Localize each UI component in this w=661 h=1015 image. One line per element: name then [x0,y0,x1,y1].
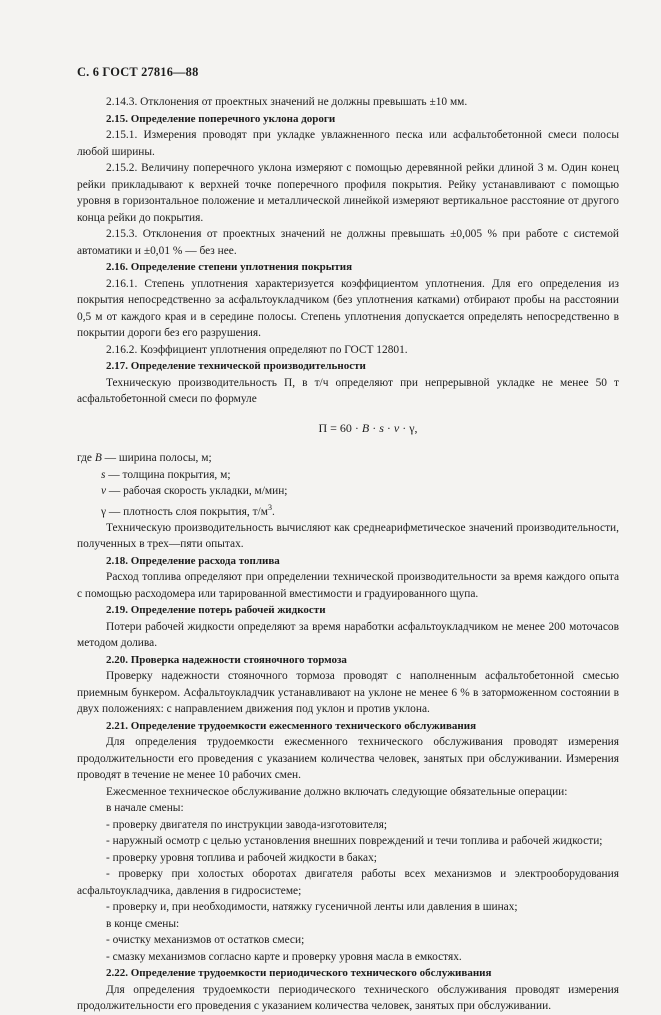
formula-dot: · [399,420,410,435]
paragraph-2-16-1: 2.16.1. Степень уплотнения характеризуется коэффициентом уплотнения. Для его определения из покрытия непосредственно за асфальтоукладчиком (без уплотнения катками) отбирают пробы на расстоянии 0,5 м от каждого края и в середине полосы. Степень уплотнения допускается определять непосредственно в покрытии дороги без его разрушения. [77,277,619,339]
legend-superscript: 3 [267,502,272,512]
legend-text: — ширина полосы, м; [101,452,212,464]
list-item: в начале смены: [106,802,184,815]
paragraph-2-21-a: Для определения трудоемкости ежесменного технического обслуживания проводят измерения продолжительности его проведения с указанием количества человек, занятых при обслуживании. Измерения проводят в течение не менее 10 рабочих смен. [77,736,619,782]
legend-text: — толщина покрытия, м; [105,468,231,481]
heading-2-19: 2.19. Определение потерь рабочей жидкости [106,604,326,617]
formula-legend [77,450,619,520]
paragraph-2-14-3: 2.14.3. Отклонения от проектных значений не должны превышать ±10 мм. [106,96,468,108]
paragraph-2-20: Проверку надежности стояночного тормоза проводят с наполненным асфальтобетонной смесью приемным бункером. Асфальтоукладчик устанавливают на уклоне не менее 6 % в заторможенном состоянии в двух положениях: с направлением движения под уклон и против уклона. [77,670,619,716]
list-item: - смазку механизмов согласно карте и проверку уровня масла в емкостях. [106,950,462,963]
legend-b [77,450,619,467]
legend-gamma [77,500,619,520]
list-item: - очистку механизмов от остатков смеси; [106,934,305,947]
heading-2-15: 2.15. Определение поперечного уклона дороги [106,112,336,125]
operations-list [77,800,619,965]
formula-var-s: s [379,420,384,435]
heading-2-18: 2.18. Определение расхода топлива [106,554,280,567]
legend-s [77,467,619,484]
legend-end: . [271,505,275,518]
legend-text: — рабочая скорость укладки, м/мин; [106,485,288,497]
formula-dot: · [383,420,394,435]
formula-var-v: v [393,420,400,435]
legend-symbol: v [101,485,107,497]
paragraph-2-15-1: 2.15.1. Измерения проводят при укладке увлажненного песка или асфальтобетонной смеси полосы любой ширины. [77,129,619,158]
page-header: С. 6 ГОСТ 27816—88 [77,65,199,79]
legend-symbol: B [94,452,102,464]
list-item: - проверку уровня топлива и рабочей жидкости в баках; [106,851,377,864]
heading-2-17: 2.17. Определение технической производительности [106,360,366,372]
heading-2-20: 2.20. Проверка надежности стояночного тормоза [106,653,347,666]
paragraph-2-22: Для определения трудоемкости периодического технического обслуживания проводят измерения продолжительности его проведения с указанием количества человек, занятых при обслуживании. [77,983,619,1013]
legend-v [77,483,619,500]
paragraph-2-18: Расход топлива определяют при определении технической производительности за время каждого опыта с помощью расходомера или тарированной вместимости и градуированного щупа. [77,571,619,600]
list-item: в конце смены: [106,917,180,930]
list-item: - проверку при холостых оборотах двигателя работы всех механизмов и электрооборудования асфальтоукладчика, давления в гидросистеме; [77,868,619,897]
paragraph-2-15-2: 2.15.2. Величину поперечного уклона измеряют с помощью деревянной рейки длиной 3 м. Один конец рейки прикладывают к верхней точке поперечного профиля покрытия. Рейку устанавливают с помощью уровня в горизонтальное положение и металлической линейкой измеряют вертикальное расстояние от другого конца рейки до покрытия. [77,162,619,224]
legend-text: — плотность слоя покрытия, т/м [106,505,268,518]
paragraph-2-19: Потери рабочей жидкости определяют за время наработки асфальтоукладчиком не менее 200 моточасов методом долива. [77,620,619,650]
document-body [77,94,619,1015]
paragraph-2-15-3: 2.15.3. Отклонения от проектных значений не должны превышать ±0,005 % при работе с системой автоматики и ±0,01 % — без нее. [77,228,619,257]
legend-symbol: γ [101,505,107,518]
formula-var-gamma: γ, [409,420,418,435]
list-item: - наружный осмотр с целью установления внешних повреждений и течи топлива и рабочей жидкости; [106,835,603,848]
heading-2-21: 2.21. Определение трудоемкости ежесменного технического обслуживания [106,719,477,732]
formula-var-b: B [361,420,370,435]
legend-prefix: где [77,452,95,464]
productivity-formula [77,420,619,437]
heading-2-22: 2.22. Определение трудоемкости периодического технического обслуживания [106,967,492,980]
legend-symbol: s [101,468,106,481]
formula-dot: · [369,420,380,435]
formula-lhs: П = 60 · [318,420,362,435]
paragraph-2-21-b: Ежесменное техническое обслуживание должно включать следующие обязательные операции: [106,785,568,798]
heading-2-16: 2.16. Определение степени уплотнения покрытия [106,261,353,273]
list-item: - проверку и, при необходимости, натяжку гусеничной ленты или давления в шинах; [106,901,518,914]
paragraph-2-16-2: 2.16.2. Коэффициент уплотнения определяют по ГОСТ 12801. [106,343,408,356]
paragraph-2-17-result: Техническую производительность вычисляют как среднеарифметическое значений производительности, полученных в трех—пяти опытах. [77,521,619,551]
paragraph-2-17-intro: Техническую производительность П, в т/ч определяют при непрерывной укладке не менее 50 т асфальтобетонной смеси по формуле [77,376,619,405]
list-item: - проверку двигателя по инструкции завода-изготовителя; [106,818,388,831]
